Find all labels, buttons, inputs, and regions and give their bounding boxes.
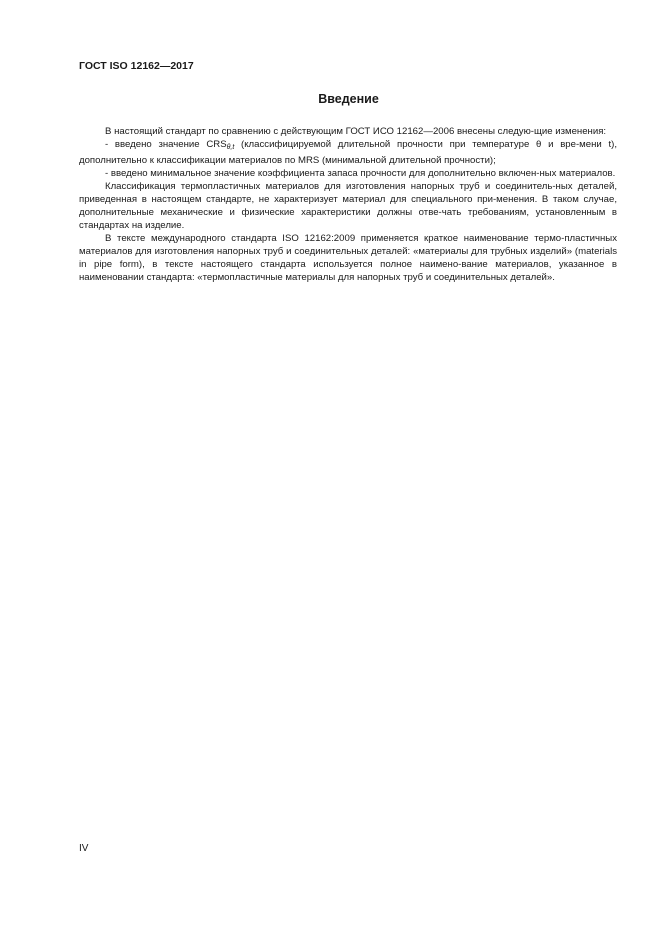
change-1-start: - введено значение CRS (105, 139, 227, 150)
body-text (79, 125, 617, 284)
paragraph-terminology: В тексте международного стандарта ISO 12162:2009 применяется краткое наименование термо-пластичных материалов для изготовления напорных труб и соединительных деталей: «материалы для трубных изделий» (materials in pipe form), в тексте настоящего стандарта используется полное наимено-вание материалов, указанное в наименовании стандарта: «термопластичные материалы для напорных труб и соединительных деталей». (79, 233, 617, 283)
paragraph-classification: Классификация термопластичных материалов для изготовления напорных труб и соединитель-ных деталей, приведенная в настоящем стандарте, не характеризует материал для специального при-менения. В таком случае, дополнительные механические и физические характеристики должны отве-чать требованиям, установленным в стандартах на изделие. (79, 181, 617, 231)
change-1-end: (классифицируемой длительной прочности при температуре θ и вре-мени t), дополнительно к классификации материалов по MRS (минимальной длительной прочности); (79, 139, 618, 166)
paragraph-change-2: - введено минимальное значение коэффициента запаса прочности для дополнительно включен-ных материалов. (105, 168, 616, 179)
paragraph-intro: В настоящий стандарт по сравнению с действующим ГОСТ ИСО 12162—2006 внесены следую-щие изменения: (105, 126, 607, 137)
document-code: ГОСТ ISO 12162—2017 (79, 60, 194, 72)
crs-subscript: θ,t (226, 144, 235, 151)
page-number: IV (79, 843, 89, 854)
section-title: Введение (318, 92, 379, 106)
paragraph-change-1 (79, 138, 617, 167)
